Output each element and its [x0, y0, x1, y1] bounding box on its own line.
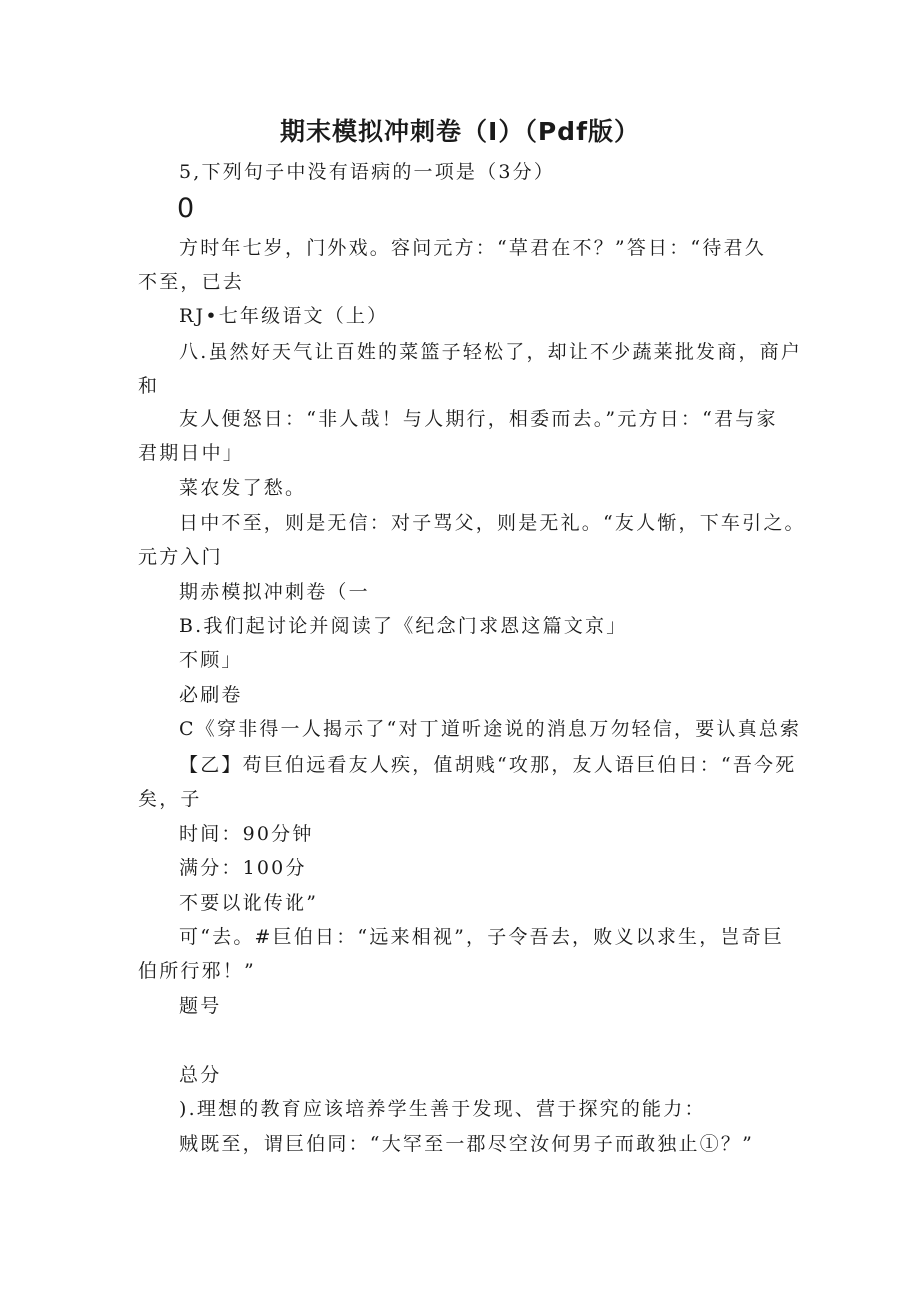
- text-line: 必刷卷: [179, 684, 243, 706]
- text-line: RJ•七年级语文（上）: [179, 305, 389, 327]
- text-line: ).理想的教育应该培养学生善于发现、营于探究的能力：: [179, 1098, 706, 1120]
- text-line: 和: [138, 375, 160, 397]
- text-line: 矣，子: [138, 788, 202, 810]
- text-line: 满分：100分: [179, 857, 307, 879]
- text-line: 0: [177, 193, 195, 224]
- text-line: 伯所行邪！”: [138, 960, 256, 982]
- text-line: 5,下列句子中没有语病的一项是（3分）: [179, 161, 556, 183]
- document-title: 期末模拟冲刺卷（I）（Pdf版）: [280, 117, 640, 146]
- text-line: 元方入门: [138, 546, 223, 568]
- text-line: 友人便怒日：“非人哉！与人期行，相委而去。”元方日：“君与家: [179, 408, 778, 430]
- text-line: 时间：90分钟: [179, 823, 314, 845]
- text-line: 期赤模拟冲刺卷（一: [179, 581, 370, 603]
- text-line: 题号: [179, 995, 222, 1017]
- text-line: C《穿非得一人揭示了“对丁道听途说的消息万勿轻信，要认真总索: [179, 718, 802, 740]
- text-line: 不至，已去: [138, 271, 245, 293]
- text-line: 八.虽然好天气让百姓的菜篮子轻松了，却让不少蔬莱批发商，商户: [179, 341, 803, 363]
- text-line: 君期日中」: [138, 442, 245, 464]
- text-line: 不顾」: [179, 649, 243, 671]
- text-line: 【乙】苟巨伯远看友人疾，值胡贱“攻那，友人语巨伯日：“吾今死: [179, 754, 797, 776]
- text-line: 总分: [179, 1064, 222, 1086]
- text-line: 方时年七岁，门外戏。容问元方：“草君在不？”答日：“待君久: [179, 237, 766, 259]
- text-line: 可“去。#巨伯日：“远来相视”，子令吾去，败义以求生，岂奇巨: [179, 926, 785, 948]
- text-line: 不要以讹传讹”: [179, 892, 319, 914]
- text-line: 日中不至，则是无信：对子骂父，则是无礼。“友人惭，下车引之。: [179, 512, 806, 534]
- text-line: 菜农发了愁。: [179, 477, 307, 499]
- text-line: 贼既至，谓巨伯同：“大罕至一郡尽空汝何男子而敢独止①？”: [179, 1133, 755, 1155]
- text-line: B.我们起讨论并阅读了《纪念门求恩这篇文京」: [179, 615, 628, 637]
